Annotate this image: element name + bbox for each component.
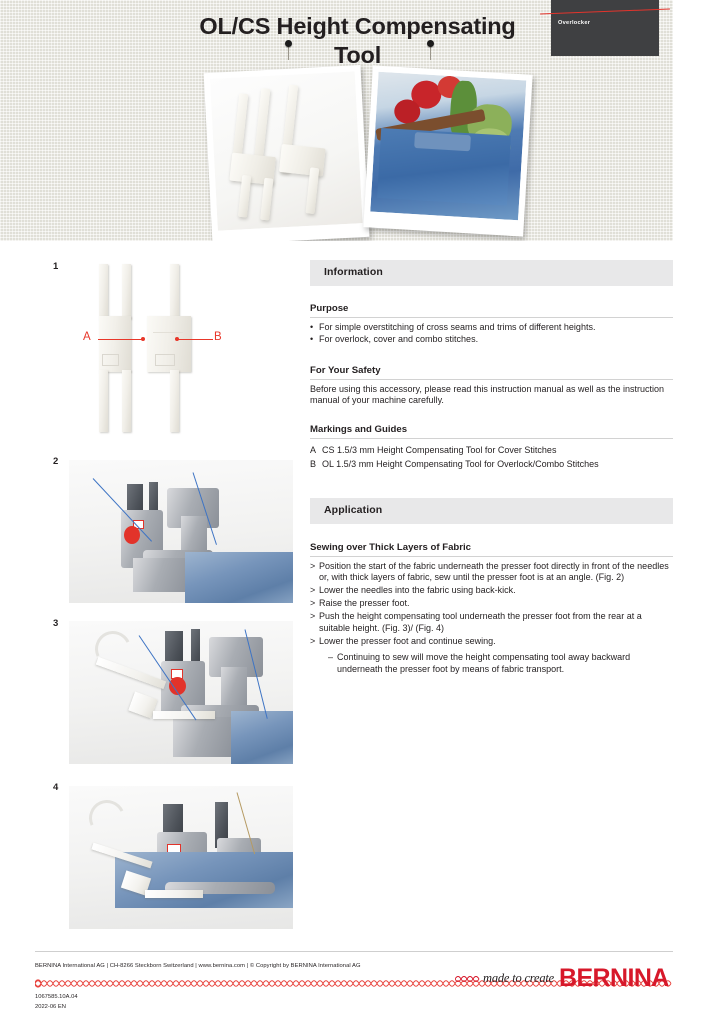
footer-company-line: BERNINA International AG | CH-8266 Steckborn Switzerland | www.bernina.com | © Copyright by BERNINA International AG xyxy=(35,963,361,969)
tools-product-shot xyxy=(210,71,363,230)
step-marker-icon: > xyxy=(310,611,316,622)
needle-plate xyxy=(173,717,235,757)
hero-photo-tools xyxy=(204,65,370,241)
marking-text-a: CS 1.5/3 mm Height Compensating Tool for Cover Stitches xyxy=(322,444,557,455)
callout-label-b: B xyxy=(214,331,222,343)
markings-block xyxy=(310,424,673,472)
height-compensating-tool-tail xyxy=(145,890,203,898)
tool-b-ridge xyxy=(153,332,183,333)
figure-2-photo xyxy=(69,460,293,603)
marking-text-b: OL 1.5/3 mm Height Compensating Tool for Overlock/Combo Stitches xyxy=(322,459,599,470)
dash-icon: – xyxy=(328,652,334,663)
denim-fabric xyxy=(185,552,293,603)
callout-label-a: A xyxy=(83,331,91,343)
bullet-icon: • xyxy=(310,321,314,332)
bernina-logo xyxy=(455,966,669,991)
tool-b-marking xyxy=(155,354,175,366)
callout-dot-a xyxy=(141,337,145,341)
purpose-item-text: For overlock, cover and combo stitches. xyxy=(319,334,479,345)
bullet-icon: • xyxy=(310,334,314,345)
footer-doc-code: 1067585.10A.04 xyxy=(35,994,78,1000)
hero-photo-tools-image xyxy=(210,71,363,230)
step-marker-icon: > xyxy=(310,560,316,571)
tool-b-prong xyxy=(170,264,179,319)
application-step xyxy=(310,611,673,635)
push-pin-stem xyxy=(288,46,289,60)
header-right-margin xyxy=(673,0,724,241)
red-knob xyxy=(124,526,140,544)
purpose-list-item xyxy=(310,334,673,346)
information-section-title: Information xyxy=(324,266,383,278)
marking-list-item-a xyxy=(310,445,673,457)
application-sub-note-text: Continuing to sew will move the height compensating tool away backward underneath the presser foot by means of fabric transport. xyxy=(337,652,631,675)
figure-number-4: 4 xyxy=(53,782,59,793)
marking-key-a: A xyxy=(310,444,317,455)
figure-3-photo xyxy=(69,621,293,764)
application-step xyxy=(310,598,673,610)
step-marker-icon: > xyxy=(310,636,316,647)
denim-bag-product-shot xyxy=(370,72,526,221)
figure-4-photo xyxy=(69,786,293,929)
footer-doc-date: 2022-06 EN xyxy=(35,1004,66,1010)
application-step-text: Position the start of the fabric underneath the presser foot directly in front of the needles or, with thick layers of fabric, sew until the presser foot is at an angle. (Fig. 2) xyxy=(319,560,669,583)
hero-photo-bag xyxy=(363,65,532,236)
safety-text: Before using this accessory, please read this instruction manual as well as the instruction manual of your machine carefully. xyxy=(310,383,665,406)
application-step-text: Push the height compensating tool underneath the presser foot from the rear at a suitable height. (Fig. 3)/ (Fig. 4) xyxy=(319,611,642,634)
application-step-text: Lower the presser foot and continue sewing. xyxy=(319,636,496,647)
application-step xyxy=(310,561,673,585)
application-step-text: Raise the presser foot. xyxy=(319,598,410,609)
figure-number-1: 1 xyxy=(53,261,59,272)
application-step-text: Lower the needles into the fabric using back-kick. xyxy=(319,585,516,596)
application-step xyxy=(310,636,673,648)
height-compensating-tool-tail xyxy=(153,711,215,719)
overlocker-badge-label: Overlocker xyxy=(558,20,591,26)
needle-plate xyxy=(133,558,191,592)
purpose-list-item xyxy=(310,322,673,334)
markings-heading: Markings and Guides xyxy=(310,424,673,439)
push-pin xyxy=(285,40,292,47)
application-section-title: Application xyxy=(324,504,383,516)
tool-a-prong-right xyxy=(122,264,131,319)
logo-brand-name: BERNINA xyxy=(559,964,669,992)
marking-key-b: B xyxy=(310,459,317,470)
logo-stitch-icon xyxy=(455,974,481,984)
callout-line-a xyxy=(98,339,143,340)
denim-fabric xyxy=(231,711,293,764)
figure-1-illustration xyxy=(69,258,293,444)
push-pin xyxy=(427,40,434,47)
application-sub-note xyxy=(328,652,673,676)
safety-heading: For Your Safety xyxy=(310,365,673,380)
purpose-item-text: For simple overstitching of cross seams and trims of different heights. xyxy=(319,321,596,332)
tool-a-tail-left xyxy=(99,370,108,432)
figure-number-2: 2 xyxy=(53,456,59,467)
tool-a-prong-left xyxy=(99,264,108,319)
information-section-bar xyxy=(310,260,673,286)
purpose-heading: Purpose xyxy=(310,303,673,318)
logo-slogan: made to create xyxy=(483,971,555,985)
hero-photo-bag-image xyxy=(370,72,526,221)
page-title: OL/CS Height Compensating Tool xyxy=(199,13,516,68)
application-heading: Sewing over Thick Layers of Fabric xyxy=(310,542,673,557)
application-block xyxy=(310,542,673,676)
figure-number-3: 3 xyxy=(53,618,59,629)
bag-pocket xyxy=(414,132,471,151)
tool-b-tail xyxy=(170,370,179,432)
overlocker-badge xyxy=(551,0,659,56)
step-marker-icon: > xyxy=(310,585,316,596)
safety-block xyxy=(310,365,673,407)
tool-tail xyxy=(260,178,273,221)
tool-a-tail-right xyxy=(122,370,131,432)
step-marker-icon: > xyxy=(310,598,316,609)
marking-list-item-b xyxy=(310,459,673,471)
application-section-bar xyxy=(310,498,673,524)
purpose-block xyxy=(310,303,673,347)
tool-a-marking xyxy=(102,354,119,366)
push-pin-stem xyxy=(430,46,431,60)
callout-dot-b xyxy=(175,337,179,341)
callout-line-b xyxy=(177,339,213,340)
footer-divider xyxy=(35,951,673,952)
application-step xyxy=(310,585,673,597)
